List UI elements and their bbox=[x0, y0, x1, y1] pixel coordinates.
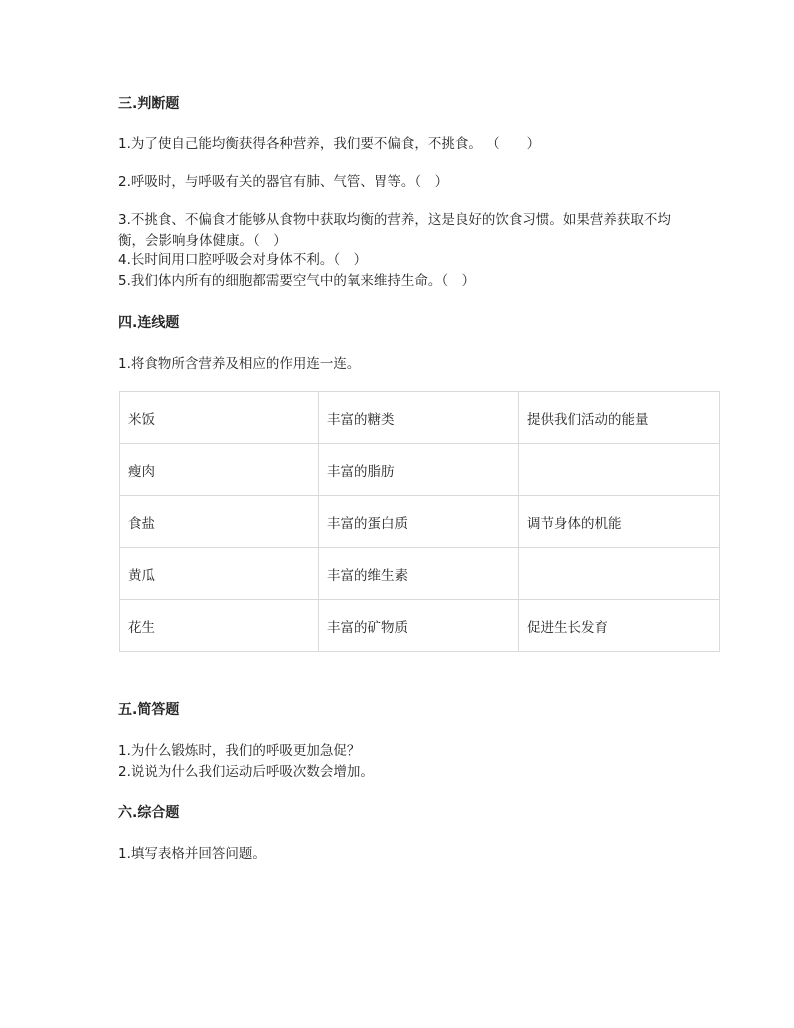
table-row bbox=[120, 600, 720, 652]
table-row bbox=[120, 392, 720, 444]
table-row bbox=[120, 444, 720, 496]
nutrient-cell: 丰富的矿物质 bbox=[319, 600, 519, 652]
judgment-item-1: 1.为了使自己能均衡获得各种营养，我们要不偏食，不挑食。 （ ） bbox=[118, 136, 541, 152]
food-cell: 食盐 bbox=[120, 496, 319, 548]
food-cell: 花生 bbox=[120, 600, 319, 652]
nutrient-cell: 丰富的脂肪 bbox=[319, 444, 519, 496]
matching-table bbox=[119, 391, 720, 652]
judgment-item-2: 2.呼吸时，与呼吸有关的器官有肺、气管、胃等。（ ） bbox=[118, 174, 449, 190]
nutrient-cell: 丰富的蛋白质 bbox=[319, 496, 519, 548]
food-cell: 黄瓜 bbox=[120, 548, 319, 600]
short-answer-item-2: 2.说说为什么我们运动后呼吸次数会增加。 bbox=[118, 764, 374, 780]
section-heading-comprehensive: 六.综合题 bbox=[118, 805, 180, 821]
section-heading-judgment: 三.判断题 bbox=[118, 96, 180, 112]
comprehensive-item-1: 1.填写表格并回答问题。 bbox=[118, 846, 266, 862]
function-cell bbox=[519, 444, 720, 496]
judgment-item-4: 4.长时间用口腔呼吸会对身体不利。（ ） bbox=[118, 252, 368, 268]
matching-question: 1.将食物所含营养及相应的作用连一连。 bbox=[118, 356, 361, 372]
short-answer-item-1: 1.为什么锻炼时，我们的呼吸更加急促？ bbox=[118, 743, 361, 759]
section-heading-short-answer: 五.简答题 bbox=[118, 702, 180, 718]
judgment-item-3: 3.不挑食、不偏食才能够从食物中获取均衡的营养，这是良好的饮食习惯。如果营养获取不均衡，会影响身体健康。（ ） bbox=[118, 212, 671, 249]
table-row bbox=[120, 548, 720, 600]
nutrient-cell: 丰富的糖类 bbox=[319, 392, 519, 444]
section-heading-matching: 四.连线题 bbox=[118, 315, 180, 331]
judgment-item-5: 5.我们体内所有的细胞都需要空气中的氧来维持生命。（ ） bbox=[118, 273, 476, 289]
food-cell: 米饭 bbox=[120, 392, 319, 444]
nutrient-cell: 丰富的维生素 bbox=[319, 548, 519, 600]
food-cell: 瘦肉 bbox=[120, 444, 319, 496]
function-cell: 调节身体的机能 bbox=[519, 496, 720, 548]
function-cell: 提供我们活动的能量 bbox=[519, 392, 720, 444]
function-cell: 促进生长发育 bbox=[519, 600, 720, 652]
table-row bbox=[120, 496, 720, 548]
function-cell bbox=[519, 548, 720, 600]
